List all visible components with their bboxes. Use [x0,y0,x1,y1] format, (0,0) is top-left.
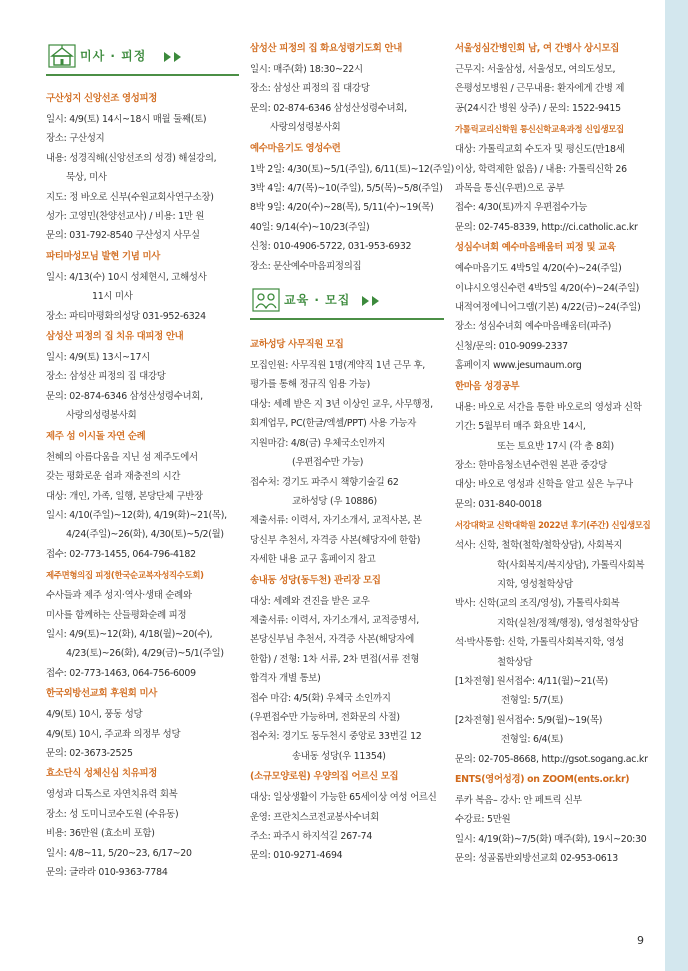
detail-line: 3박 4일: 4/7(목)~10(주일), 5/5(목)~5/8(주일) [250,183,443,195]
item-title: 가톨릭교리신학원 통신신학교육과정 신입생모집 [455,124,624,135]
detail-line: 묵상, 미사 [66,172,107,184]
detail-line: 대상: 바오로 영성과 신학을 알고 싶은 누구나 [455,479,633,491]
detail-line: 지학(실천/정책/행정), 영성철학상담 [497,617,639,629]
detail-line: 신청/문의: 010-9099-2337 [455,340,568,352]
detail-line: 은평성모병원 / 근무내용: 환자에게 간병 제 [455,83,625,95]
detail-line: 미사를 함께하는 산들평화순례 피정 [46,609,187,621]
detail-line: 8박 9일: 4/20(수)~28(목), 5/11(수)~19(목) [250,202,434,214]
detail-line: 대상: 세례와 견진을 받은 교우 [250,595,370,607]
detail-line: 자세한 내용 교구 홈페이지 참고 [250,554,376,566]
detail-line: 당신부 추천서, 자격증 사본(해당자에 한함) [250,534,421,546]
detail-line: 장소: 구산성지 [46,133,105,145]
detail-line: 접수처: 경기도 동두천시 중앙로 33번길 12 [250,731,422,743]
detail-line: 지도: 정 바오로 신부(수원교회사연구소장) [46,191,214,203]
detail-line: 수강료: 5만원 [455,814,511,826]
detail-line: 사랑의성령봉사회 [270,122,341,134]
detail-line: 장소: 성 도미니코수도원 (수유동) [46,808,179,820]
detail-line: 문의: 010-9271-4694 [250,850,343,862]
detail-line: 장소: 문산예수마음피정의집 [250,260,362,272]
detail-line: 회계업무, PC(한글/엑셀/PPT) 사용 가능자 [250,418,417,430]
detail-line: 운영: 프란치스코전교봉사수녀회 [250,811,379,823]
detail-line: [1차전형] 원서접수: 4/11(월)~21(목) [455,675,608,687]
detail-line: 내용: 바오로 서간을 통한 바오로의 영성과 신학 [455,401,642,413]
detail-line: 문의: 02-705-8668, http://gsot.sogang.ac.kr [455,753,648,765]
detail-line: 일시: 4/8~11, 5/20~23, 6/17~20 [46,847,192,859]
detail-line: 교하성당 (우 10886) [292,495,377,507]
item-title: 서강대학교 신학대학원 2022년 후기(주간) 신입생모집 [455,520,651,531]
detail-line: 학(사회복지/복지상담), 가톨릭사회복 [497,559,645,571]
column-left [46,38,239,882]
item-title: 서울성심간병인회 남, 여 간병사 상시모집 [455,43,619,54]
item-title: 파티마성모님 발현 기념 미사 [46,250,160,262]
detail-line: 이냐시오영신수련 4박5일 4/20(수)~24(주일) [455,282,640,294]
column-middle [250,38,455,866]
detail-line: 접수: 02-773-1455, 064-796-4182 [46,548,196,560]
detail-line: 4/9(토) 10시, 주교좌 의정부 성당 [46,728,181,740]
detail-line: [2차전형] 원서접수: 5/9(월)~19(목) [455,714,603,726]
detail-line: 접수: 02-773-1463, 064-756-6009 [46,667,196,679]
detail-line: 일시: 4/9(토) 14시~18시 매월 둘째(토) [46,114,207,125]
item-title: 성심수녀회 예수마음배움터 피정 및 교육 [455,242,616,254]
item-title: 구산성지 신앙선조 영성피정 [46,93,158,104]
detail-line: 문의: 02-874-6346 삼성산성령수녀회, [250,102,407,114]
detail-line: 대상: 일상생활이 가능한 65세이상 여성 어르신 [250,792,437,804]
detail-line: 전형일: 6/4(토) [501,734,564,746]
detail-line: 4/23(토)~26(화), 4/29(금)~5/1(주일) [66,648,224,660]
detail-line: 석·박사통합: 신학, 가톨릭사회복지학, 영성 [455,637,624,649]
people-icon [252,288,280,312]
detail-line: 전형일: 5/7(토) [501,695,564,707]
detail-line: 접수 마감: 4/5(화) 우체국 소인까지 [250,692,391,704]
detail-line: 4/9(토) 10시, 풍동 성당 [46,709,143,721]
column-right [455,38,651,869]
item-title: 제주면형의집 피정(한국순교복자성직수도회) [46,570,204,581]
detail-line: (우편접수만 가능하며, 전화문의 사절) [250,711,400,723]
detail-line: 예수마음기도 4박5일 4/20(수)~24(주일) [455,263,622,275]
detail-line: 내용: 성경직해(신앙선조의 성경) 해설강의, [46,152,217,164]
detail-line: 일시: 4/9(토) 13시~17시 [46,352,151,364]
detail-line: 1박 2일: 4/30(토)~5/1(주일), 6/11(토)~12(주일) [250,163,455,175]
arrow-icon [362,296,369,306]
detail-line: 장소: 파티마평화의성당 031-952-6324 [46,310,206,322]
detail-line: 일시: 매주(화) 18:30~22시 [250,64,363,75]
arrow-icon [164,52,171,62]
detail-line: 수사들과 제주 성지·역사·생태 순례와 [46,590,192,602]
detail-line: 한함) / 전형: 1차 서류, 2차 면접(서류 전형 [250,653,420,665]
item-title: 예수마음기도 영성수련 [250,142,341,154]
detail-line: 대상: 세례 받은 지 3년 이상인 교우, 사무행정, [250,398,433,410]
arrow-icon [174,52,181,62]
detail-line: 지원마감: 4/8(금) 우체국소인까지 [250,437,386,449]
detail-line: 접수처: 경기도 파주시 책향기술길 62 [250,476,399,488]
detail-line: 문의: 02-745-8339, http://ci.catholic.ac.kr [455,221,638,233]
detail-line: 장소: 삼성산 피정의 집 대강당 [250,83,370,95]
detail-line: (우편접수만 가능) [292,457,364,469]
detail-line: 일시: 4/19(화)~7/5(화) 매주(화), 19시~20:30 [455,833,647,845]
detail-line: 모집인원: 사무직원 1명(계약직 1년 근무 후, [250,360,426,372]
detail-line: 철학상담 [497,656,533,668]
detail-line: 접수: 4/30(토)까지 우편접수가능 [455,202,588,214]
detail-line: 제출서류: 이력서, 자기소개서, 교적사본, 본 [250,515,422,527]
detail-line: 성가: 고영민(찬양선교사) / 비용: 1만 원 [46,211,205,223]
item-title: 한국외방선교회 후원회 미사 [46,688,158,700]
church-icon [48,44,76,68]
detail-line: 문의: 성골롬반외방선교회 02-953-0613 [455,853,618,865]
detail-line: 홈페이지 www.jesumaum.org [455,360,582,372]
detail-line: 천혜의 아름다움을 지닌 섬 제주도에서 [46,451,198,463]
item-title: 교하성당 사무직원 모집 [250,339,344,351]
item-title: 제주 섬 이시돌 자연 순례 [46,430,146,442]
detail-line: 영성과 디톡스로 자연치유력 회복 [46,789,178,801]
item-title: (소규모양로원) 우양의집 어르신 모집 [250,771,399,783]
detail-line: 루카 복음– 강사: 안 페트릭 신부 [455,795,582,806]
detail-line: 대상: 개인, 가족, 일행, 본당단체 구반장 [46,490,203,502]
section-title: 미사 · 피정 [80,49,147,63]
detail-line: 사랑의성령봉사회 [66,410,137,422]
detail-line: 문의: 031-792-8540 구산성지 사무실 [46,230,200,242]
detail-line: 11시 미사 [92,291,133,303]
detail-line: 일시: 4/13(수) 10시 성체현시, 고해성사 [46,271,207,283]
item-title: 삼성산 피정의 집 치유 대피정 안내 [46,331,184,343]
detail-line: 문의: 031-840-0018 [455,498,542,510]
detail-line: 또는 토요반 17시 (각 총 8회) [497,440,614,452]
detail-line: 석사: 신학, 철학(철학/철학상담), 사회복지 [455,540,623,552]
detail-line: 주소: 파주시 하지석길 267-74 [250,831,373,842]
detail-line: 이상, 학력제한 없음) / 내용: 가톨릭신학 26 [455,163,627,175]
detail-line: 일시: 4/10(주일)~12(화), 4/19(화)~21(목), [46,509,227,521]
detail-line: 문의: 02-874-6346 삼성산성령수녀회, [46,390,203,402]
detail-line: 갖는 평화로운 쉼과 재충전의 시간 [46,471,181,483]
detail-line: 근무지: 서울삼성, 서울성모, 여의도성모, [455,64,616,75]
item-title: ENTS(영어성경) on ZOOM(ents.or.kr) [455,774,630,785]
detail-line: 송내동 성당(우 11354) [292,750,386,762]
section-title: 교육 · 모집 [284,293,351,308]
detail-line: 제출서류: 이력서, 자기소개서, 교적증명서, [250,614,419,626]
detail-line: 장소: 한마음청소년수련원 본관 중강당 [455,459,608,471]
detail-line: 비용: 36만원 (효소비 포함) [46,828,155,840]
detail-line: 평가를 통해 정규직 임용 가능) [250,379,371,391]
detail-line: 기간: 5월부터 매주 화요반 14시, [455,421,586,433]
arrow-icon [372,296,379,306]
detail-line: 4/24(주일)~26(화), 4/30(토)~5/2(월) [66,529,224,541]
section-header [250,282,444,320]
detail-line: 문의: 글라라 010-9363-7784 [46,867,168,878]
item-title: 삼성산 피정의 집 화요성령기도회 안내 [250,43,402,54]
detail-line: 본당신부님 추천서, 자격증 사본(해당자에 [250,634,415,646]
detail-line: 40일: 9/14(수)~10/23(주일) [250,221,370,233]
item-title: 송내동 성당(동두천) 관리장 모집 [250,574,381,586]
detail-line: 공(24시간 병원 상주) / 문의: 1522-9415 [455,102,621,114]
page-edge-band [665,0,688,971]
detail-line: 장소: 성심수녀회 예수마음배움터(파주) [455,321,612,333]
detail-line: 과목을 통신(우편)으로 공부 [455,183,565,195]
detail-line: 신청: 010-4906-5722, 031-953-6932 [250,241,412,253]
detail-line: 내적여정에니어그램(기본) 4/22(금)~24(주일) [455,302,641,314]
item-title: 효소단식 성체신심 치유피정 [46,768,158,780]
detail-line: 합격자 개별 통보) [250,673,321,685]
detail-line: 문의: 02-3673-2525 [46,747,133,759]
detail-line: 일시: 4/9(토)~12(화), 4/18(월)~20(수), [46,628,213,640]
section-header [46,38,239,76]
detail-line: 장소: 삼성산 피정의 집 대강당 [46,371,166,383]
item-title: 한마음 성경공부 [455,380,520,392]
detail-line: 지학, 영성철학상담 [497,578,573,590]
detail-line: 대상: 가톨릭교회 수도자 및 평신도(만18세 [455,144,625,156]
page-number: 9 [637,934,644,947]
detail-line: 박사: 신학(교의 조직/영성), 가톨릭사회복 [455,598,620,610]
